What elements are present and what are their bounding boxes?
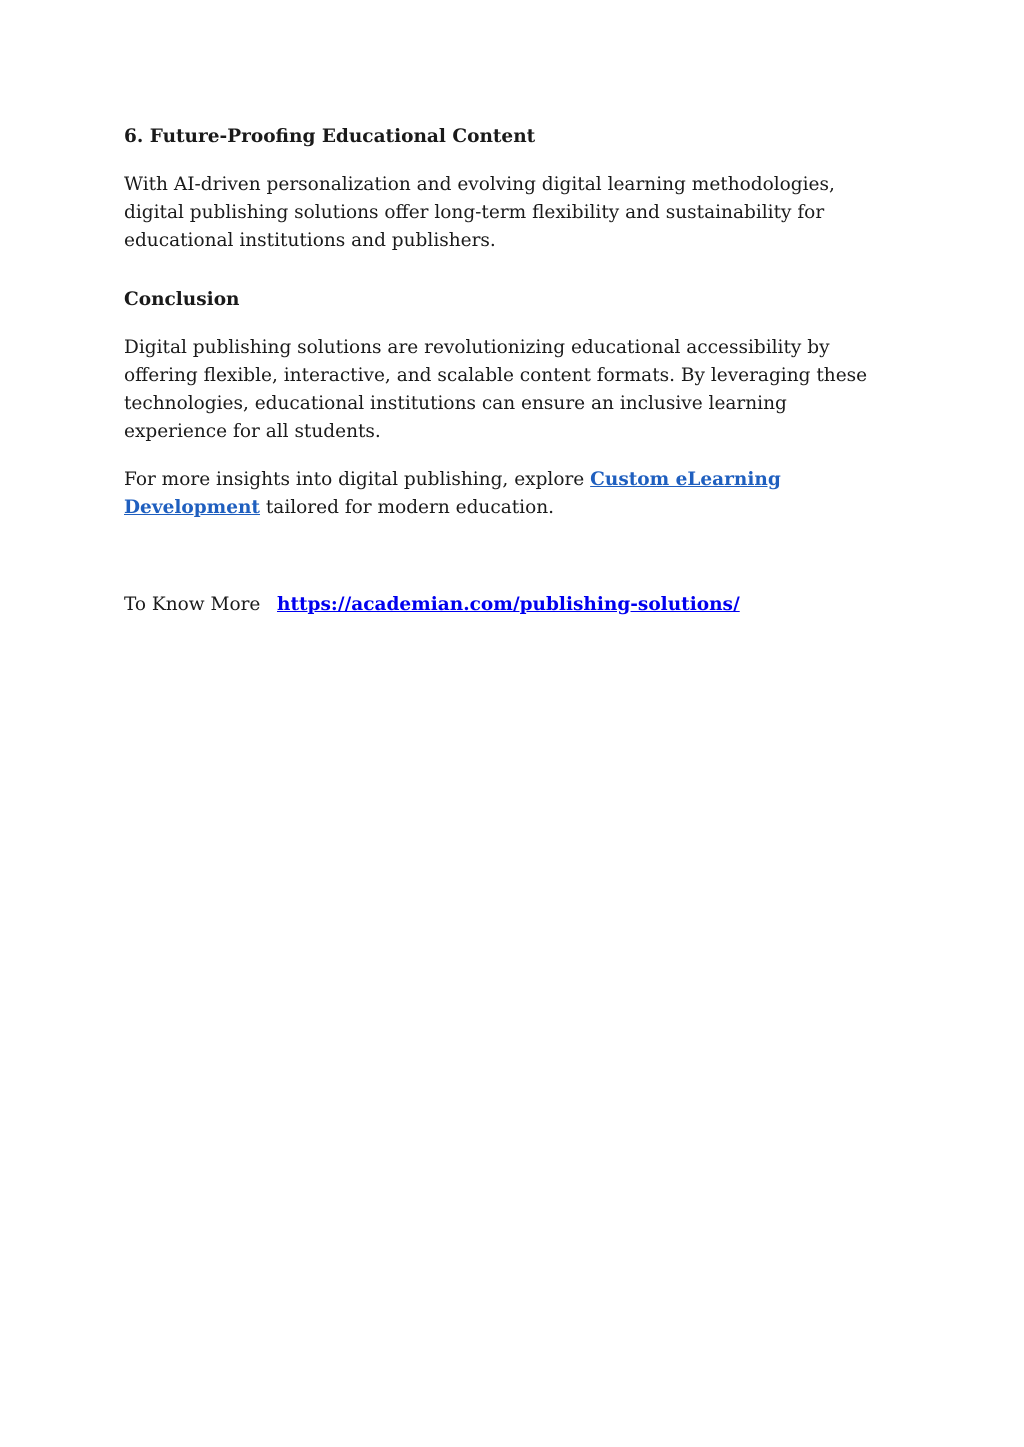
insights-paragraph — [124, 466, 884, 522]
know-more-label: To Know More — [124, 594, 261, 615]
section-heading-future-proofing: 6. Future-Proofing Educational Content — [124, 126, 536, 147]
conclusion-heading: Conclusion — [124, 289, 240, 310]
document-page — [124, 118, 884, 619]
publishing-solutions-url-link[interactable]: https://academian.com/publishing-solutions/ — [277, 594, 740, 615]
conclusion-paragraph: Digital publishing solutions are revolutionizing educational accessibility by offering flexible, interactive, and scalable content formats. By leveraging these technologies, educational institutions can ensure an inclusive learning experience for all students. — [124, 337, 868, 442]
section-paragraph-future-proofing: With AI-driven personalization and evolving digital learning methodologies, digital publishing solutions offer long-term flexibility and sustainability for educational institutions and publishers. — [124, 174, 835, 251]
insights-suffix-text: tailored for modern education. — [259, 497, 555, 518]
know-more-row — [124, 591, 884, 619]
custom-elearning-link[interactable]: Custom eLearning Development — [124, 469, 781, 518]
insights-prefix-text: For more insights into digital publishing, explore — [124, 469, 591, 490]
